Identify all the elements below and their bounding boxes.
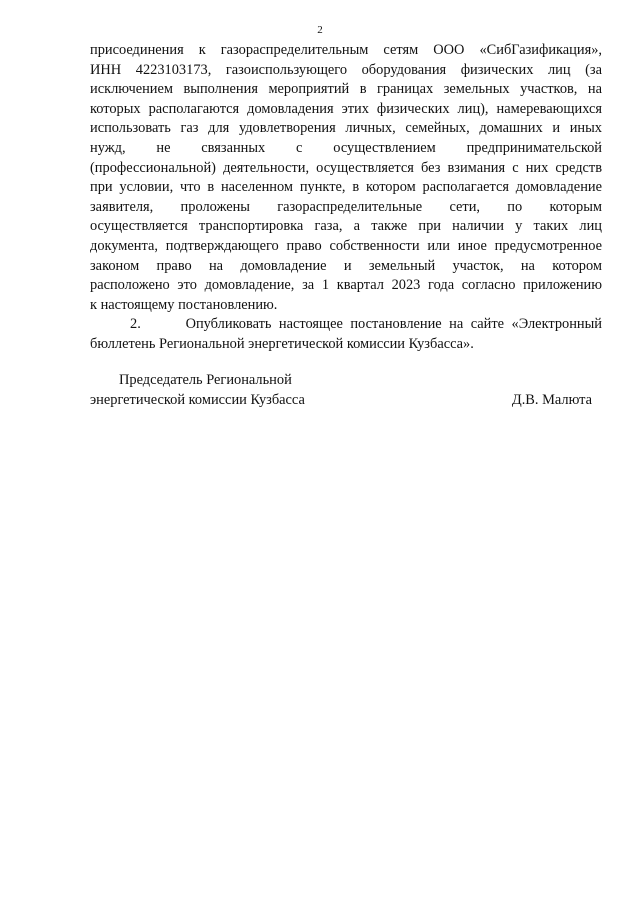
paragraph-1-line: (профессиональной) деятельности, осуществляется без взимания с них средств [90,159,602,176]
page-number: 2 [317,24,323,36]
paragraph-1-line: осуществляется транспортировка газа, а также при наличии у таких лиц [90,218,602,235]
paragraph-1-line: исключением выполнения мероприятий в границах земельных участков, на [90,81,602,98]
signatory-title-line-2: энергетической комиссии Кузбасса [90,391,305,408]
paragraph-1-line: использовать газ для удовлетворения личных, семейных, домашних и иных [90,120,602,137]
paragraph-1-line: при условии, что в населенном пункте, в котором располагается домовладение [90,179,602,196]
paragraph-1-line: заявителя, проложены газораспределительные сети, по которым [90,198,602,215]
paragraph-2-line: 2. Опубликовать настоящее постановление на сайте «Электронный [130,316,602,333]
paragraph-1-line: ИНН 4223103173, газоиспользующего оборудования физических лиц (за [90,61,602,78]
document-body [90,41,602,355]
paragraph-1-line: нужд, не связанных с осуществлением предпринимательской [90,139,602,156]
paragraph-1-line: присоединения к газораспределительным сетям ООО «СибГазификация», [90,42,602,58]
paragraph-1-line: расположено это домовладение, за 1 квартал 2023 года согласно приложению [90,277,602,294]
paragraph-1-line: к настоящему постановлению. [90,296,278,313]
signature-row [90,391,592,411]
paragraph-1-line: которых располагаются домовладения этих физических лиц), намеревающихся [90,100,602,117]
paragraph-1-line: законом право на домовладение и земельный участок, на котором [90,257,602,274]
signature-block [90,371,592,410]
paragraph-2-line: бюллетень Региональной энергетической комиссии Кузбасса». [90,335,474,352]
signatory-title-line-1: Председатель Региональной [119,372,292,388]
paragraph-1-line: документа, подтверждающего право собственности или иное предусмотренное [90,237,602,254]
signatory-name: Д.В. Малюта [511,391,592,408]
